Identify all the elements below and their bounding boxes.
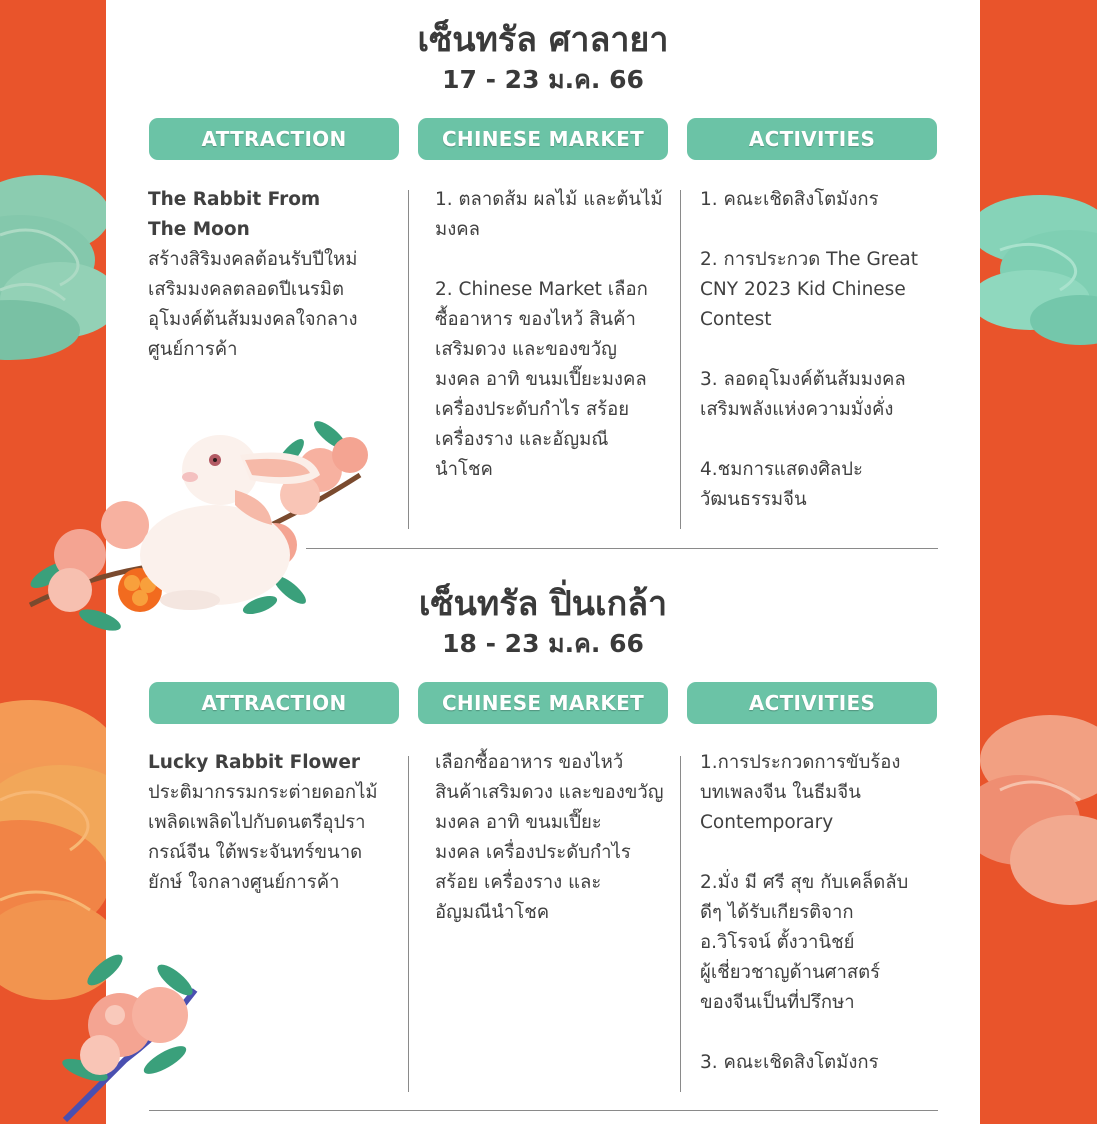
pink-cloud-right	[980, 715, 1097, 905]
section-2-market-column	[435, 748, 675, 928]
section-1-market-item: 1. ตลาดส้ม ผลไม้ และต้นไม้ มงคล	[435, 189, 663, 240]
section-2-date: 18 - 23 ม.ค. 66	[442, 629, 644, 658]
section-1-activity-item: 1. คณะเชิดสิงโตมังกร	[700, 189, 879, 210]
section-1-market-item: 2. Chinese Market เลือก ซื้ออาหาร ของไหว้ สินค้า เสริมดวง และของขวัญ มงคล อาทิ ขนมเปี๊ยะมงคล เครื่องประดับกำไร สร้อย เครื่องราง และอัญมณี นำโชค	[435, 279, 648, 480]
section-1-activity-item: 2. การประกวด The Great CNY 2023 Kid Chinese Contest	[700, 249, 918, 330]
section-1-attraction-name: The Rabbit From The Moon	[148, 189, 321, 240]
rabbit-illustration	[10, 415, 380, 640]
section-separator	[306, 548, 938, 549]
section-1-attraction-column	[148, 185, 388, 365]
peach-branch-illustration	[55, 950, 205, 1124]
right-decoration	[980, 0, 1097, 1124]
section-2-attraction-column	[148, 748, 393, 898]
section-2-activity-item: 1.การประกวดการขับร้อง บทเพลงจีน ในธีมจีน Contemporary	[700, 752, 901, 833]
mint-cloud-left	[0, 175, 106, 360]
section-2-attraction-header: ATTRACTION	[149, 682, 399, 724]
mint-cloud-right	[980, 195, 1097, 345]
section-1-activity-item: 4.ชมการแสดงศิลปะ วัฒนธรรมจีน	[700, 459, 863, 510]
section-2-attraction-description: ประติมากรรมกระต่ายดอกไม้ เพลิดเพลิดไปกับดนตรีอุปรา กรณ์จีน ใต้พระจันทร์ขนาด ยักษ์ ใจกลางศูนย์การค้า	[148, 782, 378, 893]
section-1-activity-item: 3. ลอดอุโมงค์ต้นส้มมงคล เสริมพลังแห่งความมั่งคั่ง	[700, 369, 906, 420]
section-2-divider-2	[680, 756, 681, 1092]
section-2-market-item: เลือกซื้ออาหาร ของไหว้ สินค้าเสริมดวง และของขวัญ มงคล อาทิ ขนมเปี๊ยะ มงคล เครื่องประดับกำไร สร้อย เครื่องราง และ อัญมณีนำโชค	[435, 752, 664, 923]
section-2-activities-column	[700, 748, 950, 1078]
section-2-activity-item: 2.มั่ง มี ศรี สุข กับเคล็ดลับ ดีๆ ได้รับเกียรติจาก อ.วิโรจน์ ตั้งวานิชย์ ผู้เชี่ยวชาญด้านศาสตร์ ของจีนเป็นที่ปรึกษา	[700, 872, 909, 1013]
section-2-market-header: CHINESE MARKET	[418, 682, 668, 724]
section-1-attraction-description: สร้างสิริมงคลต้อนรับปีใหม่ เสริมมงคลตลอดปีเนรมิต อุโมงค์ต้นส้มมงคลใจกลาง ศูนย์การค้า	[148, 249, 358, 360]
section-2-activities-header: ACTIVITIES	[687, 682, 937, 724]
section-2-activity-item: 3. คณะเชิดสิงโตมังกร	[700, 1052, 879, 1073]
right-border	[980, 0, 1097, 1124]
section-1-market-column	[435, 185, 675, 485]
section-1-date: 17 - 23 ม.ค. 66	[442, 65, 644, 94]
section-2-title: เซ็นทรัล ปิ่นเกล้า	[418, 584, 668, 624]
section-1-title: เซ็นทรัล ศาลายา	[417, 20, 669, 60]
section-2-divider-1	[408, 756, 409, 1092]
section-2-attraction-name: Lucky Rabbit Flower	[148, 752, 361, 773]
section-1-activities-column	[700, 185, 950, 515]
bottom-separator	[149, 1110, 938, 1111]
section-1-market-header: CHINESE MARKET	[418, 118, 668, 160]
section-1-activities-header: ACTIVITIES	[687, 118, 937, 160]
section-1-divider-2	[680, 190, 681, 529]
section-1-attraction-header: ATTRACTION	[149, 118, 399, 160]
section-1-divider-1	[408, 190, 409, 529]
